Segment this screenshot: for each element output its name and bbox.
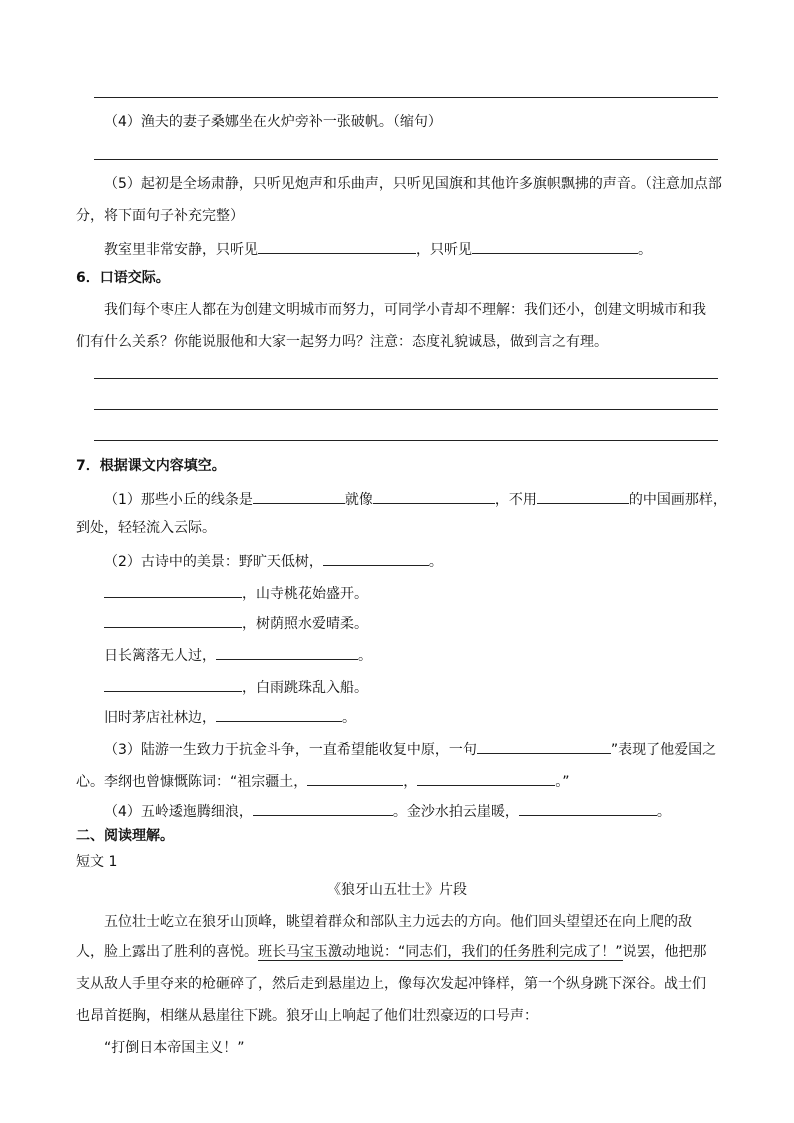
q6-heading: 6．口语交际。 — [76, 270, 170, 286]
fill-blank[interactable] — [323, 550, 429, 566]
text: 。” — [555, 774, 570, 790]
q7-item-2-line3 — [104, 612, 368, 634]
fill-blank[interactable] — [307, 770, 403, 786]
fill-blank[interactable] — [104, 676, 242, 692]
q5-item-4: （4）渔夫的妻子桑娜坐在火炉旁补一张破帆。（缩句） — [104, 114, 442, 130]
section2-heading: 二、阅读理解。 — [76, 828, 174, 844]
q6-para-line1: 我们每个枣庄人都在为创建文明城市而努力，可同学小青却不理解：我们还小，创建文明城市和我 — [104, 302, 706, 318]
text: 就像 — [344, 492, 373, 508]
answer-line — [94, 409, 718, 410]
q7-item-2-line4 — [104, 644, 372, 666]
text: （2）古诗中的美景：野旷天低树， — [104, 554, 323, 570]
answer-line — [94, 159, 718, 160]
q7-item-2-line1 — [104, 550, 443, 572]
text: 。 — [656, 804, 671, 820]
text: 的中国画那样， — [628, 492, 727, 508]
fill-blank[interactable] — [253, 800, 393, 816]
text: （3）陆游一生致力于抗金斗争，一直希望能收复中原，一句 — [104, 742, 477, 758]
text: 。 — [428, 554, 443, 570]
q7-item-2-line6 — [104, 706, 356, 728]
text: ，不用 — [494, 492, 537, 508]
q7-item-2-line2 — [104, 582, 368, 604]
passage-line1: 五位壮士屹立在狼牙山顶峰，眺望着群众和部队主力远去的方向。他们回头望望还在向上爬的敌 — [104, 914, 692, 930]
fill-blank[interactable] — [216, 706, 342, 722]
passage-line2 — [76, 942, 707, 962]
text: （4）五岭逶迤腾细浪， — [104, 804, 253, 820]
underlined-sentence: 班长马宝玉激动地说：“同志们，我们的任务胜利完成了！” — [258, 944, 623, 960]
passage-line4: 也昂首挺胸，相继从悬崖往下跳。狼牙山上响起了他们壮烈豪迈的口号声： — [76, 1008, 538, 1024]
fill-blank[interactable] — [472, 238, 638, 254]
q5-item-5-line2: 分，将下面句子补充完整） — [76, 208, 244, 224]
q7-item-3-line2 — [76, 770, 570, 792]
text: ，只听见 — [416, 242, 472, 258]
text: ”表现了他爱国之 — [610, 742, 717, 758]
fill-blank[interactable] — [104, 612, 242, 628]
text: ，白雨跳珠乱入船。 — [242, 680, 368, 696]
fill-blank[interactable] — [417, 770, 555, 786]
fill-blank[interactable] — [373, 488, 495, 504]
fill-blank[interactable] — [104, 582, 242, 598]
text: ， — [403, 774, 418, 790]
q5-item-5-fill — [104, 238, 652, 260]
passage-title: 《狼牙山五壮士》片段 — [327, 882, 467, 898]
text: 教室里非常安静，只听见 — [104, 242, 258, 258]
q7-item-2-line5 — [104, 676, 368, 698]
text: 。金沙水拍云崖暖， — [392, 804, 519, 820]
answer-line — [94, 440, 718, 441]
passage-label: 短文 1 — [76, 854, 118, 870]
q7-item-1-line1 — [104, 488, 727, 510]
passage-line3: 支从敌人手里夺来的枪砸碎了，然后走到悬崖边上，像每次发起冲锋样，第一个纵身跳下深谷。战士们 — [76, 976, 706, 992]
text: ，山寺桃花始盛开。 — [242, 586, 368, 602]
text: 说罢，他把那 — [622, 944, 707, 960]
text: （1）那些小丘的线条是 — [104, 492, 253, 508]
fill-blank[interactable] — [253, 488, 345, 504]
text: 旧时茅店社林边， — [104, 710, 216, 726]
answer-line — [94, 97, 718, 98]
fill-blank[interactable] — [519, 800, 657, 816]
text: 人，脸上露出了胜利的喜悦。 — [76, 944, 258, 960]
fill-blank[interactable] — [477, 738, 611, 754]
fill-blank[interactable] — [258, 238, 416, 254]
fill-blank[interactable] — [216, 644, 358, 660]
text: 日长篱落无人过， — [104, 648, 216, 664]
text: ，树荫照水爱晴柔。 — [242, 616, 368, 632]
q6-para-line2: 们有什么关系？你能说服他和大家一起努力吗？注意：态度礼貌诚恳，做到言之有理。 — [76, 334, 608, 350]
q7-item-1-line2: 到处，轻轻流入云际。 — [76, 520, 216, 536]
text: 心。李纲也曾慷慨陈词：“祖宗疆土， — [76, 774, 308, 790]
q7-heading: 7．根据课文内容填空。 — [76, 458, 226, 474]
text: 。 — [358, 648, 372, 664]
q7-item-4 — [104, 800, 671, 822]
q7-item-3-line1 — [104, 738, 716, 760]
text: 。 — [638, 242, 652, 258]
answer-line — [94, 378, 718, 379]
fill-blank[interactable] — [537, 488, 629, 504]
text: 。 — [342, 710, 356, 726]
passage-slogan: “打倒日本帝国主义！” — [104, 1040, 245, 1056]
q5-item-5-line1: （5）起初是全场肃静，只听见炮声和乐曲声，只听见国旗和其他许多旗帜飘拂的声音。（注意加点部 — [104, 176, 722, 192]
